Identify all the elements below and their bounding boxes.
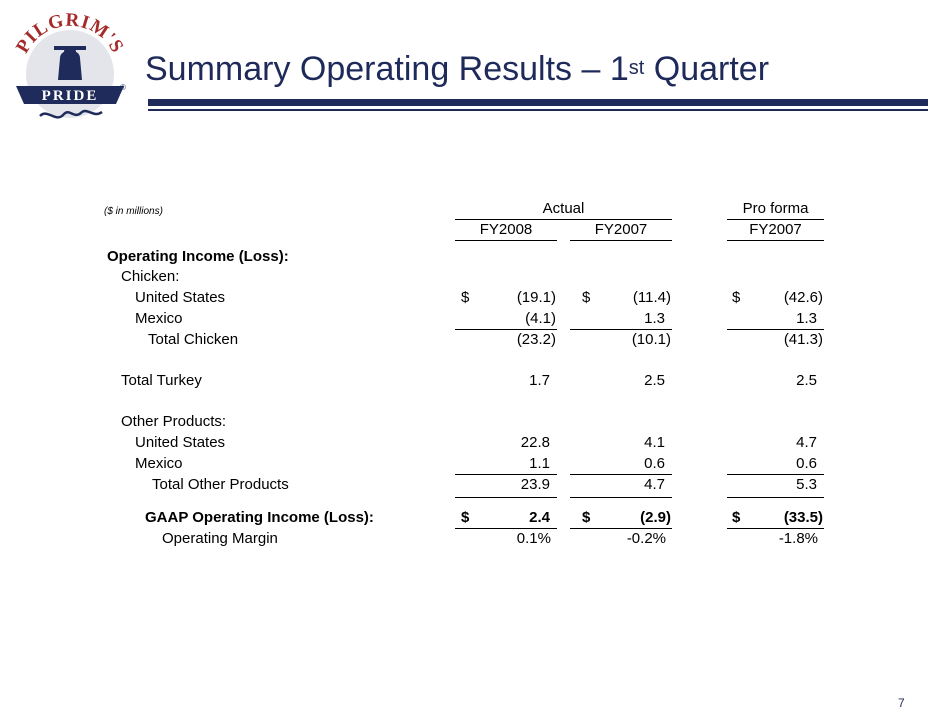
cell-total-turkey-proforma: 2.5	[796, 372, 817, 389]
title-rule-thin	[148, 109, 928, 111]
row-label-other-us: United States	[135, 434, 226, 451]
svg-text:®: ®	[120, 83, 126, 92]
subtotal-line	[727, 474, 824, 475]
logo-text-banner: PRIDE	[41, 88, 99, 104]
gaap-underline	[570, 528, 672, 529]
subtotal-line	[570, 329, 672, 330]
header-fy2007-proforma-underline	[727, 240, 824, 241]
subtotal-line	[455, 474, 557, 475]
logo-text-top: PILGRIM'S	[12, 9, 128, 57]
cell-other-mexico-fy2007: 0.6	[644, 455, 665, 472]
cell-margin-fy2008: 0.1%	[516, 530, 551, 547]
row-label-operating-margin: Operating Margin	[162, 530, 278, 547]
cell-total-other-fy2008: 23.9	[520, 476, 550, 493]
total-line	[727, 497, 824, 498]
dollar-sign: $	[582, 509, 591, 526]
cell-chicken-us-fy2007: (11.4)	[632, 289, 671, 306]
row-label-total-chicken: Total Chicken	[148, 331, 239, 348]
cell-chicken-us-proforma: (42.6)	[783, 289, 823, 306]
header-proforma-underline	[727, 219, 824, 220]
cell-total-other-fy2007: 4.7	[644, 476, 665, 493]
cell-gaap-fy2007: (2.9)	[640, 509, 671, 526]
total-line	[570, 497, 672, 498]
header-proforma: Pro forma	[742, 200, 809, 217]
total-line	[455, 497, 557, 498]
cell-other-us-proforma: 4.7	[796, 434, 817, 451]
page-number: 7	[898, 696, 905, 710]
cell-total-other-proforma: 5.3	[796, 476, 817, 493]
row-label-chicken-us: United States	[135, 289, 226, 306]
row-label-other-products: Other Products:	[121, 413, 227, 430]
cell-margin-proforma: -1.8%	[778, 530, 818, 547]
title-rule-thick	[148, 99, 928, 106]
dollar-sign: $	[461, 509, 470, 526]
row-label-operating-income: Operating Income (Loss):	[107, 248, 289, 265]
cell-total-chicken-fy2007: (10.1)	[631, 331, 671, 348]
pilgrims-pride-logo	[10, 8, 128, 130]
cell-other-us-fy2008: 22.8	[520, 434, 550, 451]
page-title: Summary Operating Results – 1st Quarter	[145, 50, 770, 88]
cell-gaap-fy2008: 2.4	[529, 509, 550, 526]
cell-total-turkey-fy2007: 2.5	[644, 372, 665, 389]
cell-total-turkey-fy2008: 1.7	[529, 372, 550, 389]
subtotal-line	[455, 329, 557, 330]
header-fy2007: FY2007	[594, 221, 648, 238]
row-label-total-other: Total Other Products	[152, 476, 289, 493]
gaap-underline	[455, 528, 557, 529]
subtotal-line	[727, 329, 824, 330]
row-label-chicken-mexico: Mexico	[135, 310, 183, 327]
cell-gaap-proforma: (33.5)	[783, 509, 823, 526]
row-label-chicken: Chicken:	[121, 268, 180, 285]
cell-other-mexico-fy2008: 1.1	[529, 455, 550, 472]
cell-chicken-us-fy2008: (19.1)	[516, 289, 556, 306]
row-label-gaap: GAAP Operating Income (Loss):	[145, 509, 374, 526]
header-actual-underline	[455, 219, 672, 220]
units-note: ($ in millions)	[104, 206, 163, 217]
cell-chicken-mexico-fy2007: 1.3	[644, 310, 665, 327]
dollar-sign: $	[732, 289, 741, 306]
dollar-sign: $	[582, 289, 591, 306]
cell-total-chicken-proforma: (41.3)	[783, 331, 823, 348]
cell-other-us-fy2007: 4.1	[644, 434, 665, 451]
dollar-sign: $	[461, 289, 470, 306]
header-fy2007-underline	[570, 240, 672, 241]
row-label-total-turkey: Total Turkey	[121, 372, 202, 389]
header-fy2008-underline	[455, 240, 557, 241]
cell-other-mexico-proforma: 0.6	[796, 455, 817, 472]
cell-margin-fy2007: -0.2%	[626, 530, 666, 547]
header-fy2007-proforma: FY2007	[749, 221, 802, 238]
gaap-underline	[727, 528, 824, 529]
subtotal-line	[570, 474, 672, 475]
cell-chicken-mexico-fy2008: (4.1)	[525, 310, 556, 327]
cell-total-chicken-fy2008: (23.2)	[516, 331, 556, 348]
header-fy2008: FY2008	[479, 221, 533, 238]
cell-chicken-mexico-proforma: 1.3	[796, 310, 817, 327]
header-actual: Actual	[542, 200, 585, 217]
dollar-sign: $	[732, 509, 741, 526]
row-label-other-mexico: Mexico	[135, 455, 183, 472]
